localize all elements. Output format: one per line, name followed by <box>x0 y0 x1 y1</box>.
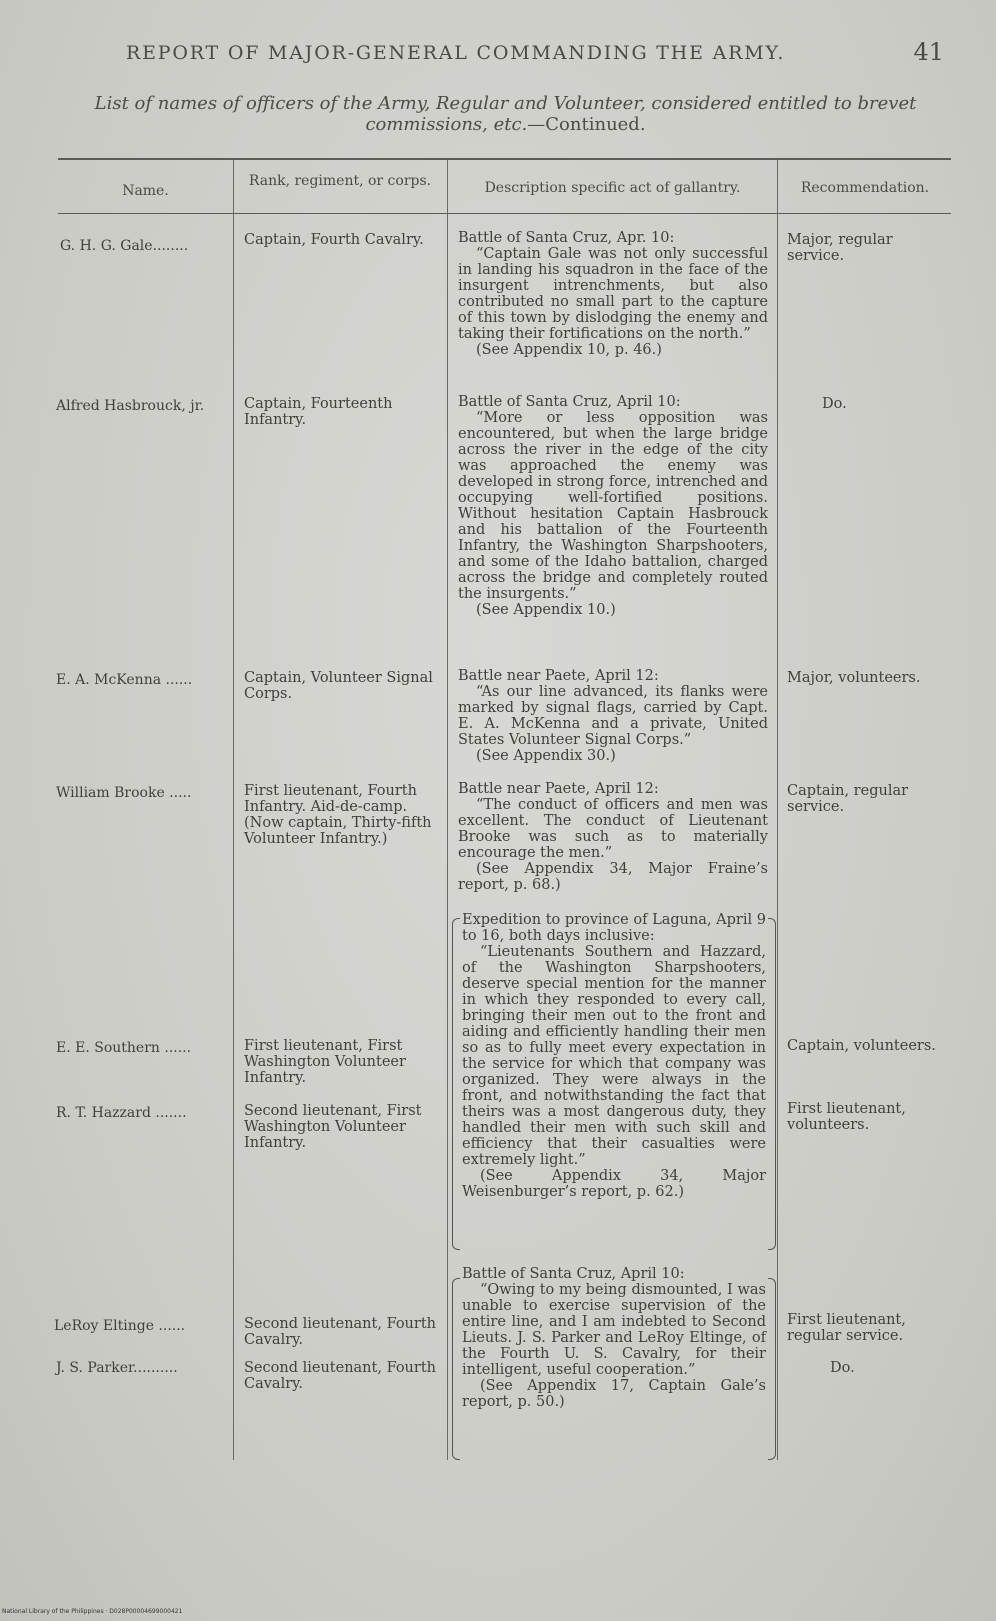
row-name-parker: J. S. Parker.......... <box>56 1360 178 1376</box>
row-recommendation-hazzard: First lieutenant, volunteers. <box>787 1101 906 1133</box>
row-recommendation-brooke: Captain, regular service. <box>787 783 909 815</box>
column-divider-2 <box>447 160 448 1460</box>
row-description-hasbrouck <box>458 394 768 618</box>
row-description-mckenna <box>458 668 768 764</box>
column-header-recommendation: Recommendation. <box>800 180 930 196</box>
row-name-southern: E. E. Southern ...... <box>56 1040 192 1056</box>
scan-footer: National Library of the Philippines · D028P00004699000421 <box>2 1608 183 1615</box>
table-caption <box>58 93 953 135</box>
row-rank-parker: Second lieutenant, Fourth Cavalry. <box>244 1360 436 1392</box>
description-quote: “Captain Gale was not only successful in landing his squadron in the face of the insurgent intrenchments, but also contributed no small part to the capture of this town by dislodging the enemy and taking their fortifications on the north.” <box>458 246 768 342</box>
description-reference: (See Appendix 10, p. 46.) <box>476 342 662 358</box>
description-quote: “More or less opposition was encountered, but when the large bridge across the river in the edge of the city was approached the enemy was developed in strong force, intrenched and occupying well-fortified positions. Without hesitation Captain Hasbrouck and his battalion of the Fourteenth Infantry, the Washington Sharpshooters, and some of the Idaho battalion, charged across the bridge and completely routed the insurgents.” <box>458 410 768 602</box>
description-reference: (See Appendix 30.) <box>476 748 616 764</box>
right-brace-southern-hazzard <box>768 918 776 1250</box>
row-rank-mckenna: Captain, Volunteer Signal Corps. <box>244 670 433 702</box>
row-rank-hasbrouck: Captain, Fourteenth Infantry. <box>244 396 393 428</box>
shared-description-eltinge-parker <box>462 1266 766 1410</box>
description-heading: Battle near Paete, April 12: <box>458 781 659 797</box>
description-heading: Battle of Santa Cruz, April 10: <box>458 394 681 410</box>
description-heading: Battle of Santa Cruz, Apr. 10: <box>458 230 675 246</box>
description-reference: (See Appendix 17, Captain Gale’s report, p. 50.) <box>462 1378 766 1410</box>
row-name-mckenna: E. A. McKenna ...... <box>56 672 193 688</box>
column-divider-1 <box>233 160 234 1460</box>
description-quote: “Lieutenants Southern and Hazzard, of the Washington Sharpshooters, deserve special mention for the manner in which they responded to every call, bringing their men out to the front and aiding and efficiently handling their men so as to fully meet every expectation in the service for which that company was organized. They were always in the front, and notwithstanding the fact that theirs was a most dangerous duty, they handled their men with such skill and efficiency that their casualties were extremely light.” <box>462 944 766 1168</box>
running-head <box>0 38 996 72</box>
row-rank-hazzard: Second lieutenant, First Washington Volunteer Infantry. <box>244 1103 422 1151</box>
column-divider-3 <box>777 160 778 1460</box>
description-heading: Battle near Paete, April 12: <box>458 668 659 684</box>
description-heading: Battle of Santa Cruz, April 10: <box>462 1266 685 1282</box>
row-name-hasbrouck: Alfred Hasbrouck, jr. <box>56 398 205 414</box>
header-bottom-rule <box>58 213 951 214</box>
description-reference: (See Appendix 34, Major Fraine’s report, p. 68.) <box>458 861 768 893</box>
row-name-hazzard: R. T. Hazzard ....... <box>56 1105 187 1121</box>
column-header-name: Name. <box>122 183 169 199</box>
row-recommendation-mckenna: Major, volunteers. <box>787 670 921 686</box>
caption-continued: —Continued. <box>527 114 646 135</box>
description-heading: Expedition to province of Laguna, April 9 to 16, both days inclusive: <box>462 912 766 944</box>
column-header-description: Description specific act of gallantry. <box>484 180 741 196</box>
description-quote: “As our line advanced, its flanks were marked by signal flags, carried by Capt. E. A. McKenna and a private, United States Volunteer Signal Corps.” <box>458 684 768 748</box>
row-name-gale: G. H. G. Gale........ <box>60 238 189 254</box>
row-rank-gale: Captain, Fourth Cavalry. <box>244 232 424 248</box>
row-recommendation-eltinge: First lieutenant, regular service. <box>787 1312 906 1344</box>
row-rank-brooke: First lieutenant, Fourth Infantry. Aid-de-camp. (Now captain, Thirty-fifth Volunteer Infantry.) <box>244 783 432 847</box>
left-brace-southern-hazzard <box>452 918 460 1250</box>
description-quote: “Owing to my being dismounted, I was unable to exercise supervision of the entire line, and I am indebted to Second Lieuts. J. S. Parker and LeRoy Eltinge, of the Fourth U. S. Cavalry, for their intelligent, useful cooperation.” <box>462 1282 766 1378</box>
row-description-brooke <box>458 781 768 893</box>
page-number: 41 <box>913 38 944 66</box>
description-reference: (See Appendix 34, Major Weisenburger’s report, p. 62.) <box>462 1168 766 1200</box>
description-reference: (See Appendix 10.) <box>476 602 616 618</box>
row-recommendation-gale: Major, regular service. <box>787 232 893 264</box>
left-brace-eltinge-parker <box>452 1278 460 1460</box>
row-recommendation-hasbrouck: Do. <box>822 396 847 412</box>
row-name-brooke: William Brooke ..... <box>56 785 192 801</box>
description-quote: “The conduct of officers and men was excellent. The conduct of Lieutenant Brooke was such as to materially encourage the men.” <box>458 797 768 861</box>
caption-text: List of names of officers of the Army, Regular and Volunteer, considered entitled to brevet commissions, etc. <box>94 93 917 135</box>
table-top-rule <box>58 158 951 160</box>
right-brace-eltinge-parker <box>768 1278 776 1460</box>
running-title: REPORT OF MAJOR-GENERAL COMMANDING THE ARMY. <box>126 42 786 64</box>
row-recommendation-southern: Captain, volunteers. <box>787 1038 936 1054</box>
row-description-gale <box>458 230 768 358</box>
row-rank-southern: First lieutenant, First Washington Volunteer Infantry. <box>244 1038 406 1086</box>
column-header-rank: Rank, regiment, or corps. <box>248 173 432 189</box>
shared-description-southern-hazzard <box>462 912 766 1200</box>
row-recommendation-parker: Do. <box>830 1360 855 1376</box>
row-name-eltinge: LeRoy Eltinge ...... <box>54 1318 186 1334</box>
row-rank-eltinge: Second lieutenant, Fourth Cavalry. <box>244 1316 436 1348</box>
